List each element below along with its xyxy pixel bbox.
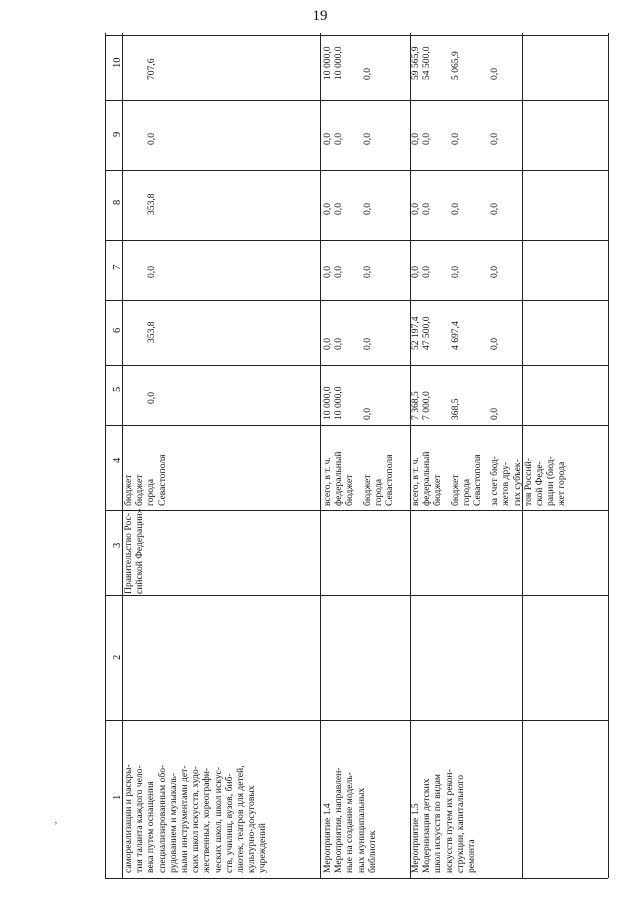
row1-description: лиотек, театров для детей,: [235, 765, 246, 873]
row3-source-1: бюджет: [432, 474, 444, 506]
row-divider: [122, 33, 123, 878]
column-number-2: 2: [112, 654, 123, 660]
row3-source-3: жетов дру-: [500, 461, 512, 506]
row2-description: ные на создание модель-: [344, 772, 356, 873]
column-divider: [105, 300, 608, 301]
row2-source-1: бюджет: [344, 474, 356, 506]
page-number: 19: [312, 8, 328, 24]
scan-mark: ’: [54, 820, 58, 832]
row-divider: [320, 33, 321, 878]
row1-col5: 0,0: [146, 392, 157, 404]
row2-col7: 0,0: [322, 266, 333, 278]
row3-col9: 0,0: [449, 133, 461, 145]
row3-description: струкции, капитального: [454, 774, 466, 873]
row1-description: века путем оснащения: [145, 781, 157, 873]
row2-col6: 0,0: [361, 338, 373, 350]
row3-source-2: Севастополя: [472, 454, 483, 506]
row3-col5: 7 000,0: [421, 391, 433, 420]
column-number-4: 4: [112, 457, 123, 463]
column-number-1: 1: [112, 794, 123, 800]
row3-source-3: гих субъек-: [511, 459, 523, 506]
row2-description: ных муниципальных: [355, 787, 367, 873]
row1-description: тия таланта каждого чело-: [134, 765, 146, 873]
row3-col10: 54 500,0: [421, 46, 433, 80]
row3-col5: 7 368,5: [410, 391, 421, 420]
row1-description: рудованием и музыкаль-: [167, 772, 179, 873]
row2-source-0: всего, в т. ч.: [322, 457, 333, 506]
row3-source-3: жет города: [556, 461, 568, 506]
row3-col8: 0,0: [410, 203, 421, 215]
row3-col8: 0,0: [489, 203, 501, 215]
row3-col6: 47 500,0: [421, 316, 433, 350]
row3-source-2: бюджет: [449, 474, 461, 506]
row3-col9: 0,0: [489, 133, 501, 145]
row3-description: Мероприятие 1.5: [410, 803, 421, 873]
row1-description: ческих школ, школ искус-: [212, 767, 224, 873]
row3-col5: 0,0: [489, 408, 501, 420]
column-divider: [105, 720, 608, 721]
row2-col10: 0,0: [361, 68, 373, 80]
column-divider: [105, 365, 608, 366]
row1-description: специализированным обо-: [156, 764, 168, 873]
row1-col10: 707,6: [146, 58, 157, 80]
row2-col8: 0,0: [322, 203, 333, 215]
row2-col5: 10 000,0: [333, 386, 345, 420]
row3-col6: 4 697,4: [449, 321, 461, 350]
row1-source: бюджет: [123, 474, 134, 506]
row1-col8: 353,8: [146, 193, 157, 215]
row2-col7: 0,0: [333, 266, 345, 278]
row1-col6: 353,8: [146, 321, 157, 343]
column-divider: [105, 425, 608, 426]
row3-source-1: федеральный: [421, 451, 433, 506]
row2-col5: 0,0: [361, 408, 373, 420]
row2-col7: 0,0: [361, 266, 373, 278]
row3-source-3: рации (бюд-: [545, 456, 557, 506]
row2-description: Мероприятие 1.4: [322, 803, 333, 873]
column-number-8: 8: [112, 199, 123, 205]
column-divider: [105, 240, 608, 241]
row3-description: Модернизация детских: [421, 778, 433, 873]
row1-source: Севастополя: [156, 454, 168, 506]
row2-source-2: Севастополя: [384, 454, 395, 506]
row1-executor: сийской Федерации»: [134, 508, 146, 594]
row1-description: учреждений: [257, 823, 269, 873]
row3-col9: 0,0: [410, 133, 421, 145]
row1-source: бюджет: [134, 474, 146, 506]
column-divider: [105, 878, 608, 879]
column-number-10: 10: [112, 57, 123, 68]
row3-description: ремонта: [466, 839, 477, 873]
row3-col9: 0,0: [421, 133, 433, 145]
row2-description: Мероприятия, направлен-: [333, 767, 345, 873]
row-divider: [410, 33, 411, 878]
row2-source-2: города: [372, 479, 384, 506]
row3-col5: 368,5: [449, 398, 461, 420]
column-divider: [105, 595, 608, 596]
row1-description: ских школ искусств, худо-: [190, 766, 202, 873]
row3-col8: 0,0: [449, 203, 461, 215]
row3-col10: 59 565,9: [410, 46, 421, 80]
row2-source-1: федеральный: [333, 451, 345, 506]
row-divider: [105, 33, 106, 878]
row3-description: искусств путем их рекон-: [443, 769, 455, 873]
row3-source-3: ской Феде-: [534, 461, 545, 506]
row3-col7: 0,0: [421, 266, 433, 278]
row2-col9: 0,0: [322, 133, 333, 145]
row3-col6: 52 197,4: [410, 316, 421, 350]
column-number-6: 6: [112, 327, 123, 333]
column-number-9: 9: [112, 131, 123, 137]
row3-col7: 0,0: [449, 266, 461, 278]
row1-col7: 0,0: [146, 266, 157, 278]
row3-source-0: всего, в т. ч.: [410, 457, 421, 506]
row1-executor: Правительство Рос-: [123, 513, 134, 594]
row1-col9: 0,0: [146, 133, 157, 145]
row2-col10: 10 000,0: [333, 46, 345, 80]
column-number-5: 5: [112, 386, 123, 392]
row3-source-2: города: [460, 479, 472, 506]
column-divider: [105, 170, 608, 171]
row3-col10: 0,0: [489, 68, 501, 80]
column-divider: [105, 510, 608, 511]
row2-col9: 0,0: [361, 133, 373, 145]
row1-description: ными инструментами дет-: [179, 765, 190, 873]
row2-col8: 0,0: [361, 203, 373, 215]
row2-col5: 10 000,0: [322, 386, 333, 420]
column-number-3: 3: [112, 542, 123, 548]
row1-source: города: [145, 479, 157, 506]
column-divider: [105, 35, 608, 36]
row3-source-3: за счет бюд-: [489, 456, 501, 506]
row3-col8: 0,0: [421, 203, 433, 215]
row3-source-3: тов Россий-: [522, 458, 534, 506]
row3-col7: 0,0: [410, 266, 421, 278]
row2-description: библиотек: [366, 830, 378, 873]
row1-description: жественных, хореографи-: [201, 767, 213, 873]
row2-col9: 0,0: [333, 133, 345, 145]
row1-description: ств, училищ, вузов, биб-: [223, 773, 235, 873]
row1-description: самореализации и раскры-: [123, 764, 134, 873]
row-divider: [522, 33, 523, 878]
row2-col10: 10 000,0: [322, 46, 333, 80]
row1-description: культурно-досуговых: [246, 785, 258, 873]
row2-col8: 0,0: [333, 203, 345, 215]
row3-col7: 0,0: [489, 266, 501, 278]
row3-col10: 5 065,9: [449, 51, 461, 80]
row2-source-2: бюджет: [361, 474, 373, 506]
row2-col6: 0,0: [322, 338, 333, 350]
row2-col6: 0,0: [333, 338, 345, 350]
column-divider: [105, 100, 608, 101]
row-divider: [608, 33, 609, 878]
row3-col6: 0,0: [489, 338, 501, 350]
row3-description: школ искусств по видам: [432, 774, 444, 873]
column-number-7: 7: [112, 264, 123, 270]
